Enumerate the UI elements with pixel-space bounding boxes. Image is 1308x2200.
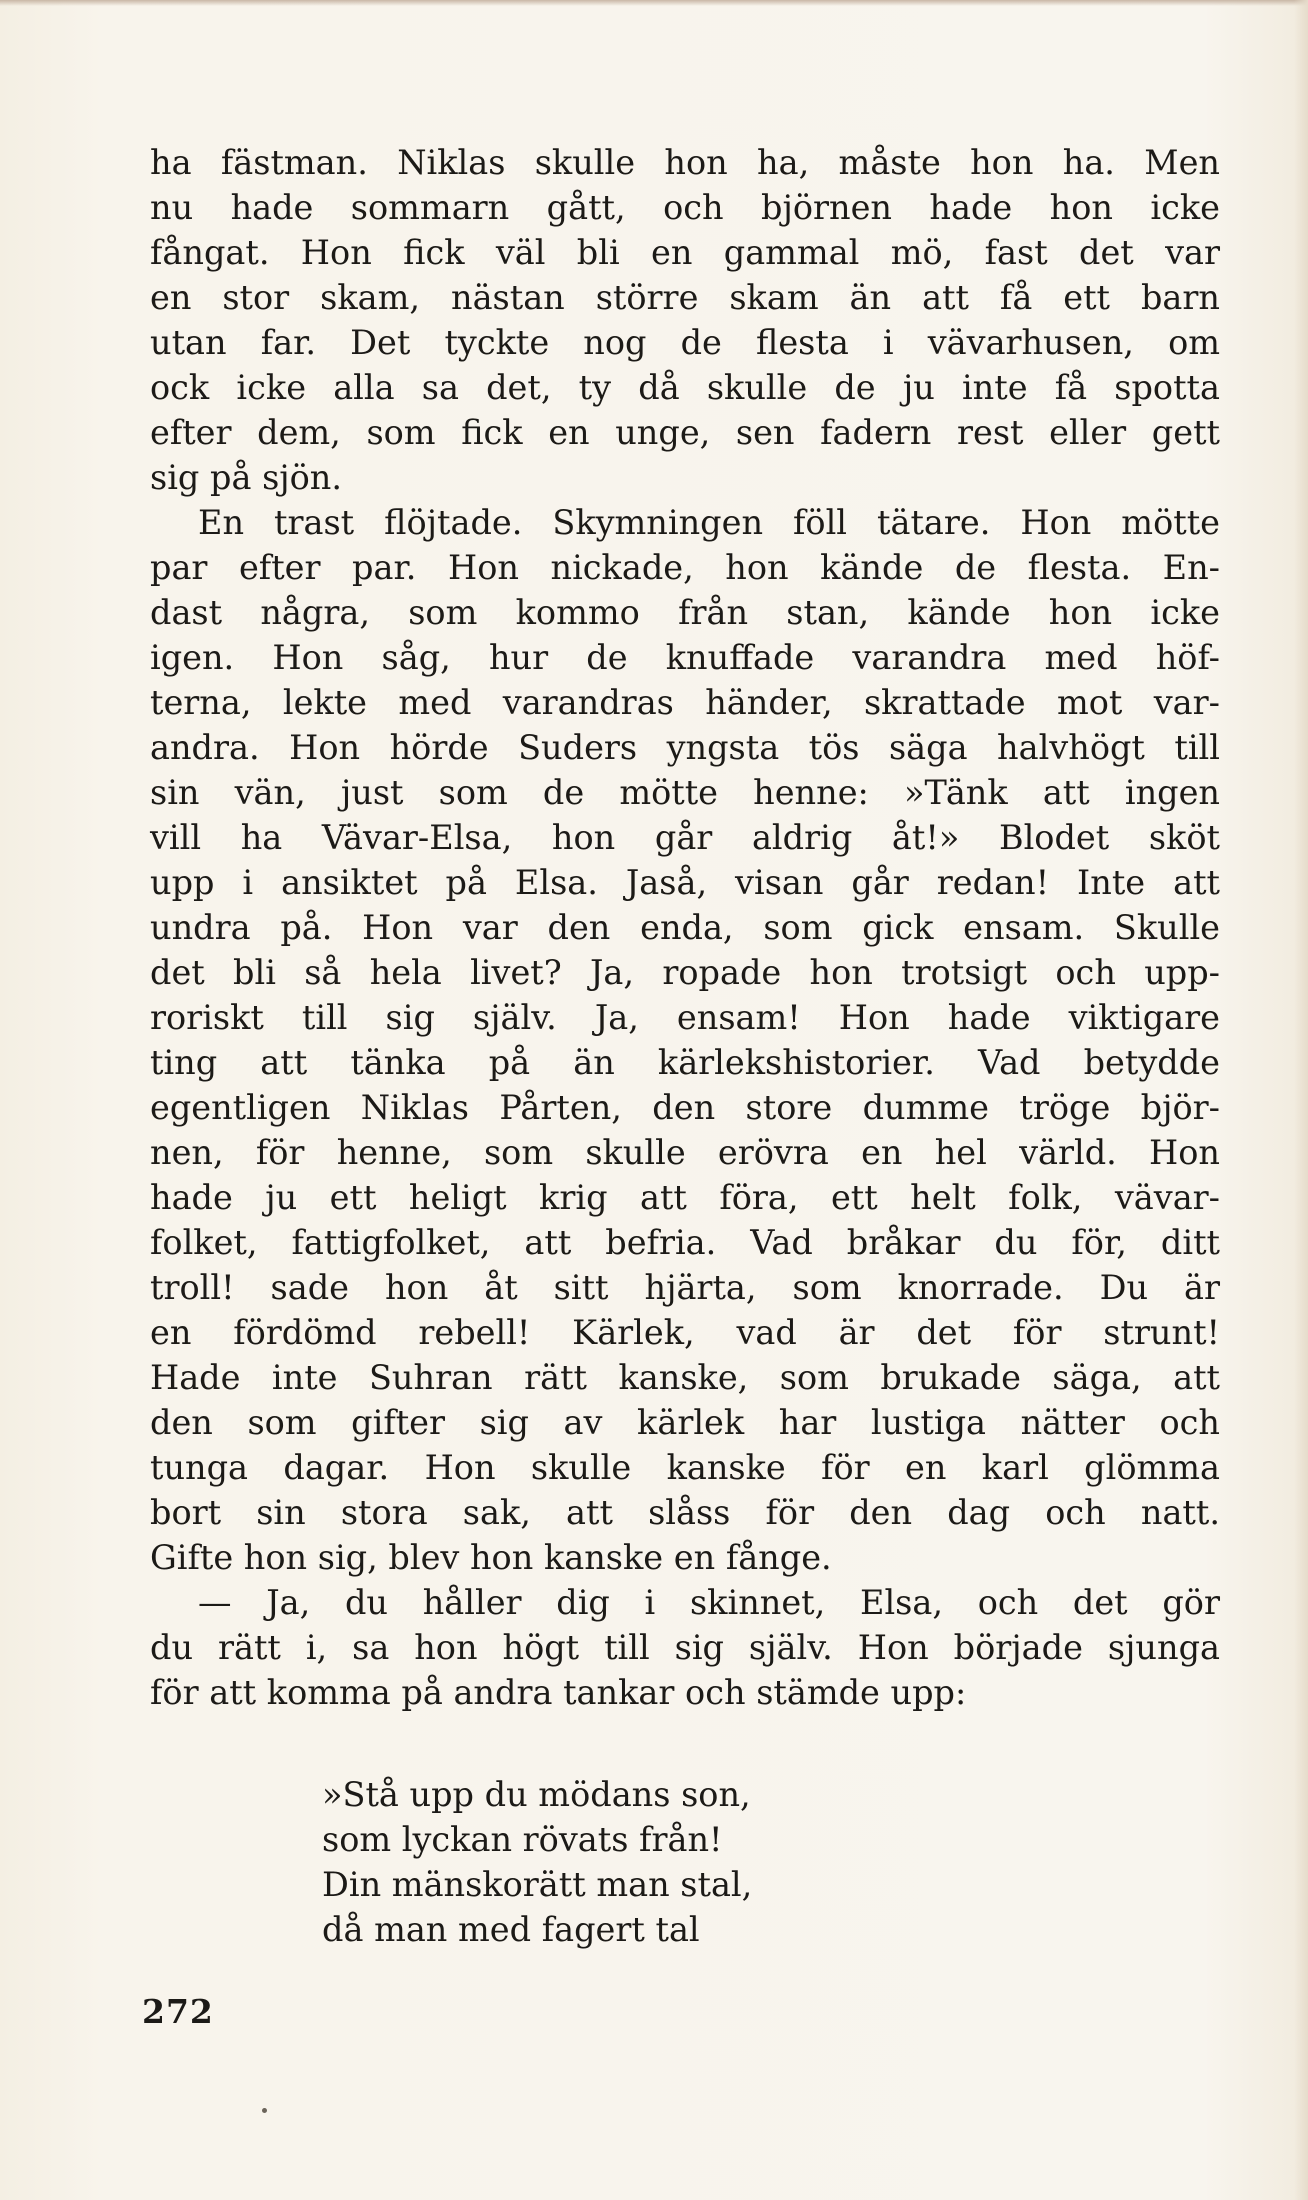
text-line: den som gifter sig av kärlek har lustiga nätter och <box>150 1403 1220 1442</box>
text-line: nen, för henne, som skulle erövra en hel värld. Hon <box>150 1133 1220 1172</box>
text-line: utan far. Det tyckte nog de flesta i vävarhusen, om <box>150 323 1220 362</box>
text-line: folket, fattigfolket, att befria. Vad bråkar du för, ditt <box>150 1223 1220 1262</box>
text-line: undra på. Hon var den enda, som gick ensam. Skulle <box>150 908 1220 947</box>
text-line: egentligen Niklas Pårten, den store dumme tröge björ- <box>150 1088 1220 1127</box>
text-line: ock icke alla sa det, ty då skulle de ju inte få spotta <box>150 368 1220 407</box>
text-line: efter dem, som fick en unge, sen fadern rest eller gett <box>150 413 1220 452</box>
text-line: — Ja, du håller dig i skinnet, Elsa, och det gör <box>198 1583 1220 1622</box>
text-line: du rätt i, sa hon högt till sig själv. Hon började sjunga <box>150 1628 1220 1667</box>
paper-speck <box>262 2108 267 2113</box>
text-line: fångat. Hon fick väl bli en gammal mö, fast det var <box>150 233 1220 272</box>
poem-line: då man med fagert tal <box>322 1910 700 1949</box>
poem-line: som lyckan rövats från! <box>322 1820 723 1859</box>
text-line: sin vän, just som de mötte henne: »Tänk att ingen <box>150 773 1220 812</box>
text-line: ha fästman. Niklas skulle hon ha, måste hon ha. Men <box>150 143 1220 182</box>
poem-line: »Stå upp du mödans son, <box>322 1775 751 1814</box>
text-line: det bli så hela livet? Ja, ropade hon trotsigt och upp- <box>150 953 1220 992</box>
text-line: dast några, som kommo från stan, kände hon icke <box>150 593 1220 632</box>
poem-line: Din mänskorätt man stal, <box>322 1865 753 1904</box>
text-line: hade ju ett heligt krig att föra, ett helt folk, vävar- <box>150 1178 1220 1217</box>
poem-stanza <box>322 1772 1022 1952</box>
text-line: vill ha Vävar-Elsa, hon går aldrig åt!» Blodet sköt <box>150 818 1220 857</box>
page-number: 272 <box>142 1992 214 2031</box>
text-line: upp i ansiktet på Elsa. Jaså, visan går redan! Inte att <box>150 863 1220 902</box>
text-line: ting att tänka på än kärlekshistorier. Vad betydde <box>150 1043 1220 1082</box>
text-line: andra. Hon hörde Suders yngsta tös säga halvhögt till <box>150 728 1220 767</box>
text-line: sig på sjön. <box>150 458 343 497</box>
text-line: bort sin stora sak, att slåss för den dag och natt. <box>150 1493 1220 1532</box>
text-line: en fördömd rebell! Kärlek, vad är det för strunt! <box>150 1313 1220 1352</box>
text-line: en stor skam, nästan större skam än att få ett barn <box>150 278 1220 317</box>
text-line: En trast flöjtade. Skymningen föll tätare. Hon mötte <box>198 503 1220 542</box>
text-line: par efter par. Hon nickade, hon kände de flesta. En- <box>150 548 1220 587</box>
text-line: nu hade sommarn gått, och björnen hade hon icke <box>150 188 1220 227</box>
body-text <box>150 140 1220 1715</box>
text-line: Gifte hon sig, blev hon kanske en fånge. <box>150 1538 832 1577</box>
text-line: roriskt till sig själv. Ja, ensam! Hon hade viktigare <box>150 998 1220 1037</box>
text-line: igen. Hon såg, hur de knuffade varandra med höf- <box>150 638 1220 677</box>
text-line: för att komma på andra tankar och stämde upp: <box>150 1673 967 1712</box>
page-top-edge <box>0 0 1308 6</box>
text-line: terna, lekte med varandras händer, skrattade mot var- <box>150 683 1220 722</box>
text-line: troll! sade hon åt sitt hjärta, som knorrade. Du är <box>150 1268 1220 1307</box>
page-right-edge <box>1294 0 1308 2200</box>
text-line: tunga dagar. Hon skulle kanske för en karl glömma <box>150 1448 1220 1487</box>
text-line: Hade inte Suhran rätt kanske, som brukade säga, att <box>150 1358 1220 1397</box>
